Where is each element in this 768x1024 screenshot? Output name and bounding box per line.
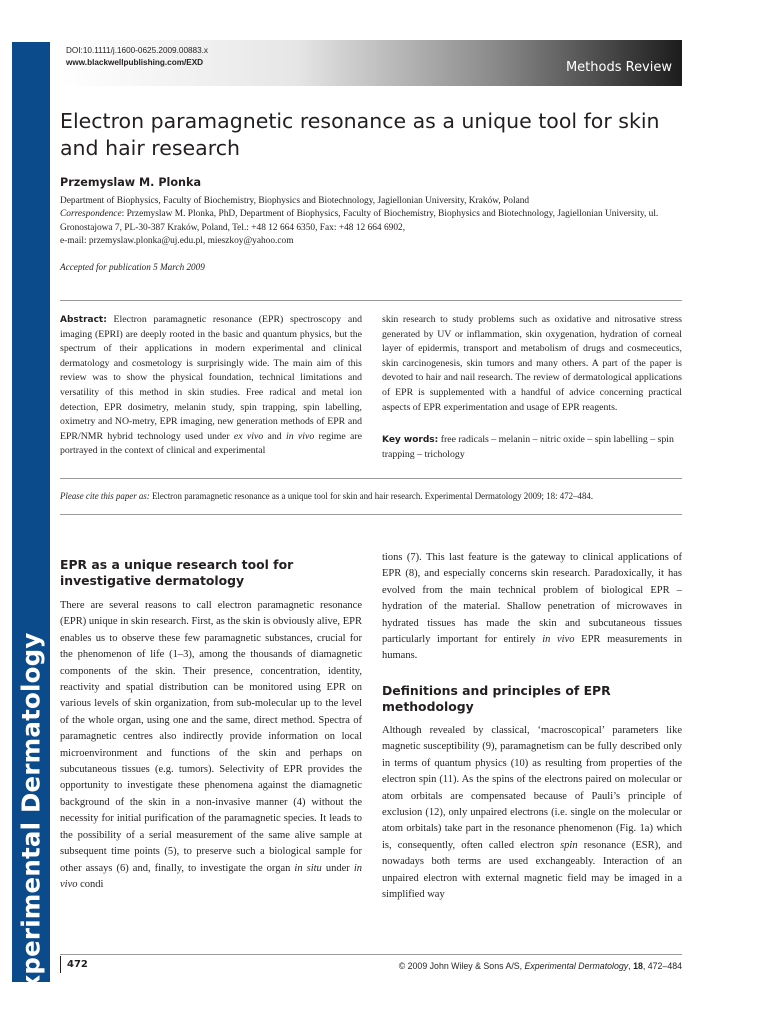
section-2-paragraph: Although revealed by classical, ‘macroscopical’ parameters like magnetic susceptibility (9), paramagnetism can be fully described only in terms of quantum physics (10) as resulting from properties of the electron spin (11). As the spins of the electrons paired on molecular or atom orbitals are compensated because of Pauli’s principle of exclusion (12), only unpaired electrons (i.e. single on the molecular or atom orbitals) take part in the resonance phenomenon (Fig. 1a) which is, consequently, often called electron (382, 725, 682, 851)
journal-url-link[interactable]: www.blackwellpublishing.com/EXD (66, 58, 204, 67)
correspondence-text: : Przemyslaw M. Plonka, PhD, Department of Biophysics, Faculty of Biochemistry, Biophysics and Biotechnology, Jagiellonian University, ul. Gronostajowa 7, PL-30-387 Kraków, Poland, Tel.: +48 12 664 6350, Fax: +48 12 664 6902, (60, 209, 659, 233)
abstract-label: Abstract: (60, 315, 107, 325)
abstract-text-1-end: regime are portrayed in the context of clinical and experimental (60, 430, 363, 457)
abstract-italic-1: ex vivo (233, 430, 264, 442)
copyright-pages: , 472–484 (642, 961, 682, 971)
section-1-text-left (60, 598, 362, 893)
article-title: Electron paramagnetic resonance as a unique tool for skin and hair research (60, 109, 660, 160)
keywords-block (382, 433, 682, 462)
citation-rule (60, 514, 682, 515)
abstract-italic-2: in vivo (286, 430, 315, 442)
abstract-joiner: and (263, 430, 286, 442)
page-number: 472 (60, 956, 88, 973)
section-heading-definitions: Definitions and principles of EPR methodology (382, 683, 611, 714)
doi-text: DOI:10.1111/j.1600-0625.2009.00883.x (66, 46, 209, 55)
section-2-italic: spin (560, 839, 578, 851)
footer-copyright (399, 961, 682, 971)
section-label: Methods Review (565, 60, 672, 75)
section-2-end: resonance (ESR), and nowadays both terms are used exchangeably. Interaction of an unpaired electron with external magnetic field may be imaged in a simplified way (382, 839, 682, 901)
header-doi-block (66, 45, 208, 69)
abstract-bottom-rule (60, 478, 682, 479)
section-1-end: condi (77, 878, 104, 890)
section-1-italic-1: in situ (294, 862, 322, 874)
copyright-text: © 2009 John Wiley & Sons A/S, (398, 961, 525, 971)
contact-email[interactable]: e-mail: przemyslaw.plonka@uj.edu.pl, mieszkoy@yahoo.com (60, 236, 294, 247)
section-2-text (382, 723, 682, 903)
copyright-journal: Experimental Dermatology (524, 961, 629, 971)
footer-rule (60, 954, 682, 955)
section-1-italic-2: in vivo (60, 862, 362, 890)
journal-spine-title: Experimental Dermatology (16, 632, 46, 1008)
citation-line (60, 490, 700, 502)
section-heading-epr-unique: EPR as a unique research tool for investigative dermatology (60, 557, 294, 588)
section-1-joiner: under (321, 862, 354, 874)
abstract-top-rule (60, 300, 682, 301)
section-1-continuation: tions (7). This last feature is the gateway to clinical applications of EPR (8), and especially concerns skin research. Paradoxically, it has evolved from the main technical problem of biological EPR – hydration of the material. Shallow penetration of microwaves in hydrated tissues has made the skin and subcutaneous tissues particularly important for entirely (382, 552, 682, 646)
affiliation-block (60, 195, 700, 249)
section-1-continuation-end: EPR measurements in humans. (382, 634, 682, 662)
author-name: Przemyslaw M. Plonka (60, 176, 201, 189)
affiliation-department: Department of Biophysics, Faculty of Biochemistry, Biophysics and Biotechnology, Jagiellonian University, Kraków, Poland (60, 196, 530, 206)
section-1-continuation-italic: in vivo (542, 634, 575, 646)
copyright-volume: 18 (633, 961, 643, 971)
abstract-column-2: skin research to study problems such as oxidative and nitrosative stress generated by UV or inflammation, skin oxygenation, hydration of corneal layer of epidermis, transport and metabolism of drugs and cosmeceutics, skin carcinogenesis, skin tumors and many others. A part of the paper is devoted to hair and nail research. The review of dermatological applications of EPR is supplemented with a handful of advice concerning practical aspects of EPR experimentation and usage of EPR reagents. (382, 314, 682, 413)
abstract-column-1 (60, 313, 362, 459)
keywords-label: Key words: (382, 435, 439, 445)
citation-label: Please cite this paper as: (60, 491, 150, 501)
correspondence-label: Correspondence (60, 209, 122, 220)
abstract-text-1: Electron paramagnetic resonance (EPR) spectroscopy and imaging (EPRI) are deeply rooted in the basic and quantum physics, but the spectrum of their applications in modern experimental and clinical dermatology and cosmetology is surprisingly wide. The main aim of this review was to show the physical foundation, technical limitations and versatility of this method in skin studies. Free radical and metal ion detection, EPR dosimetry, melanin study, spin trapping, spin labelling, oximetry and NO-metry, EPR imaging, new generation methods of EPR and EPR/NMR hybrid technology used under (60, 314, 362, 442)
accepted-date: Accepted for publication 5 March 2009 (60, 262, 205, 272)
copyright-sep: , (628, 961, 634, 971)
section-1-text-right (382, 550, 682, 665)
citation-text: Electron paramagnetic resonance as a unique tool for skin and hair research. Experimental Dermatology 2009; 18: 472–484. (151, 491, 594, 501)
keywords-text: free radicals – melanin – nitric oxide – spin labelling – spin trapping – trichology (382, 434, 674, 460)
section-1-paragraph: There are several reasons to call electron paramagnetic resonance (EPR) unique in skin research. First, as the skin is obviously alive, EPR enables us to observe these few paramagnetic substances, crucial for the phenomenon of life (1–3), among the thousands of diamagnetic components of the skin. Their presence, concentration, identity, reactivity and spatial distribution can be monitored using EPR on various levels of skin organization, from sub-molecular up to the level of the whole organ, using one and the same, direct method. Spectra of paramagnetic centres also indirectly provide information on local microenvironment and functions of the skin and perhaps on subcutaneous tissues (e.g. tumors). Selectivity of EPR provides the opportunity to investigate these phenomena against the diamagnetic background of the skin in a non-invasive manner (4) without the necessity for initial purification of the paramagnetic species. It leads to the possibility of a serial measurement of the same alive sample at subsequent time points (5), to preserve such a biological sample for other assays (6) and, finally, to investigate the organ (60, 600, 362, 874)
